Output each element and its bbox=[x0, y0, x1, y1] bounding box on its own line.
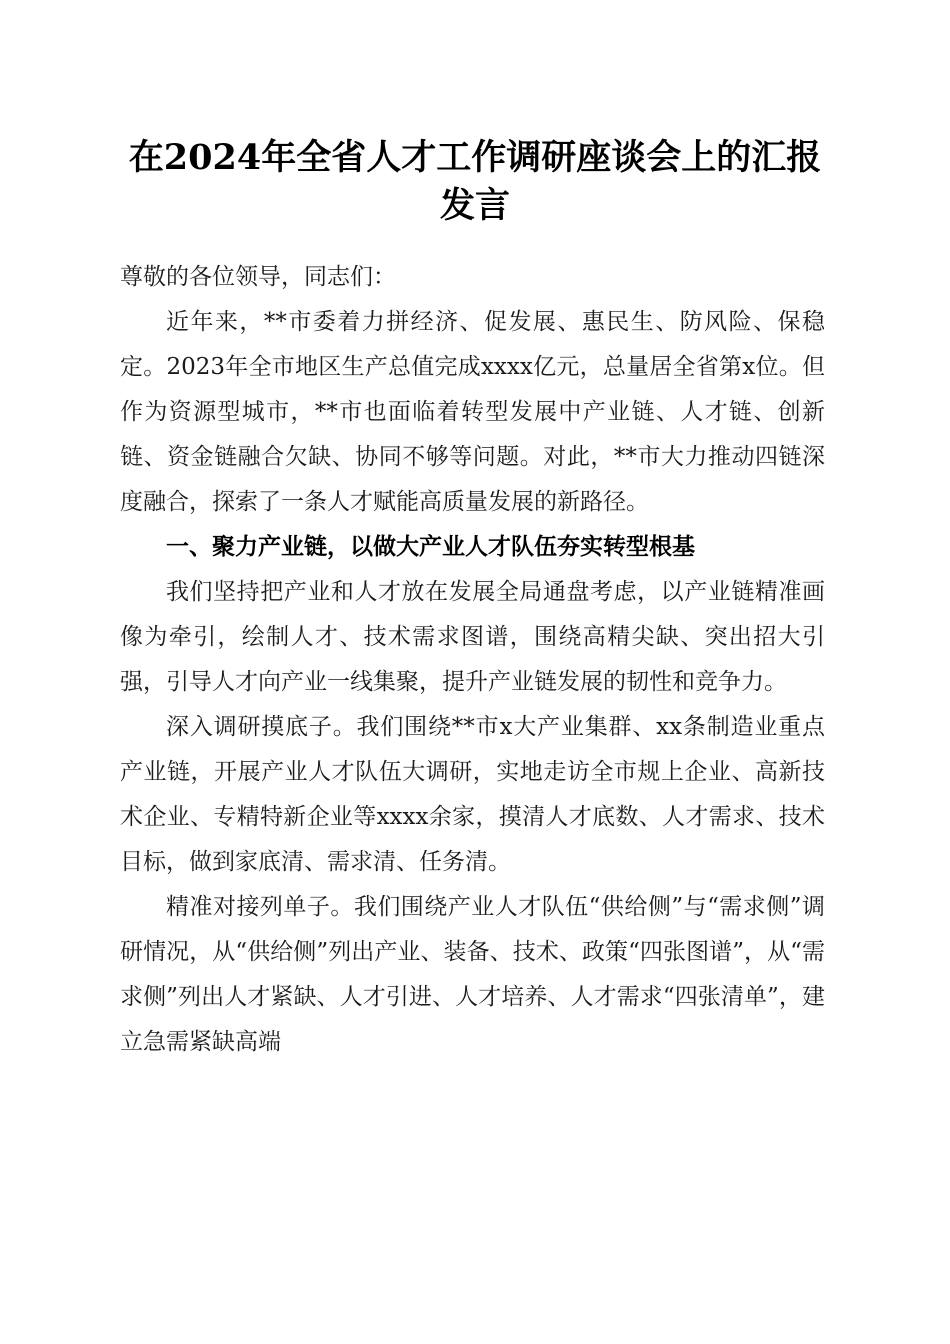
document-title bbox=[100, 134, 850, 230]
title-line-2: 发言 bbox=[439, 185, 510, 226]
paragraph-intro: 近年来，**市委着力拼经济、促发展、惠民生、防风险、保稳定。2023年全市地区生产总值完成xxxx亿元，总量居全省第x位。但作为资源型城市，**市也面临着转型发展中产业链、人才链、创新链、资金链融合欠缺、协同不够等问题。对此，**市大力推动四链深度融合，探索了一条人才赋能高质量发展的新路径。 bbox=[120, 309, 825, 515]
document-body bbox=[120, 255, 825, 1065]
section-heading-1: 一、聚力产业链，以做大产业人才队伍夯实转型根基 bbox=[166, 534, 695, 560]
salutation: 尊敬的各位领导，同志们： bbox=[120, 264, 396, 290]
paragraph-section1-lead: 我们坚持把产业和人才放在发展全局通盘考虑，以产业链精准画像为牵引，绘制人才、技术需求图谱，围绕高精尖缺、突出招大引强，引导人才向产业一线集聚，提升产业链发展的韧性和竞争力。 bbox=[120, 579, 825, 695]
paragraph-matching: 精准对接列单子。我们围绕产业人才队伍“供给侧”与“需求侧”调研情况，从“供给侧”列出产业、装备、技术、政策“四张图谱”，从“需求侧”列出人才紧缺、人才引进、人才培养、人才需求“四张清单”，建立急需紧缺高端 bbox=[120, 894, 825, 1055]
title-line-1: 在2024年全省人才工作调研座谈会上的汇报 bbox=[128, 137, 822, 178]
paragraph-research: 深入调研摸底子。我们围绕**市x大产业集群、xx条制造业重点产业链，开展产业人才队伍大调研，实地走访全市规上企业、高新技术企业、专精特新企业等xxxx余家，摸清人才底数、人才需求、技术目标，做到家底清、需求清、任务清。 bbox=[120, 714, 825, 875]
